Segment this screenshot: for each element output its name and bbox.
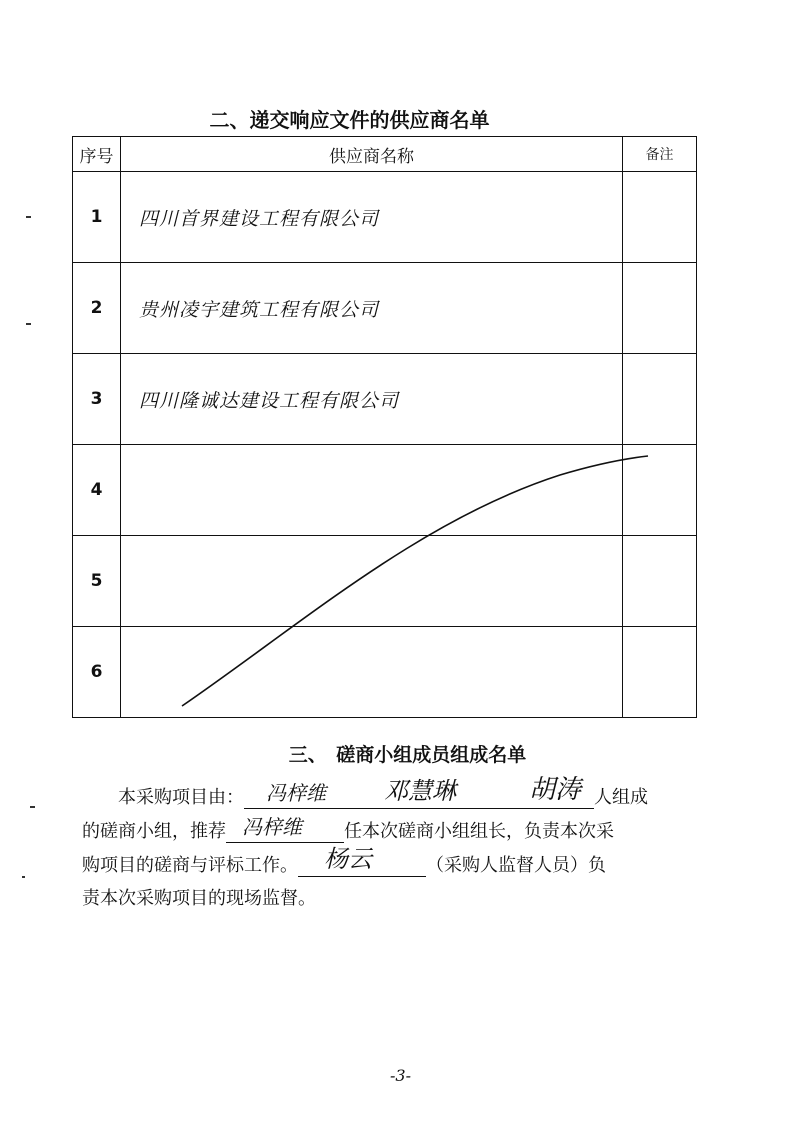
header-no: 序号 [73,137,121,172]
member-signature-1: 冯梓维 [266,781,326,805]
row-number: 5 [73,536,121,627]
row-remark [623,263,697,354]
scan-speck [26,216,31,218]
supplier-name: 四川首界建设工程有限公司 [121,172,623,263]
page-number: -3- [390,1066,411,1085]
row-number: 1 [73,172,121,263]
table-row [73,627,697,718]
line3-prefix: 购项目的磋商与评标工作。 [82,855,298,876]
members-blank [244,775,594,809]
paragraph-line-4: 责本次采购项目的现场监督。 [82,888,316,909]
supervisor-blank [298,845,426,877]
scan-speck [30,806,35,808]
row-remark [623,445,697,536]
row-number: 6 [73,627,121,718]
paragraph-line-1 [82,775,648,816]
line1-suffix: 人组成 [594,787,648,808]
table-row [73,445,697,536]
line2-suffix: 任本次磋商小组组长，负责本次采 [344,821,614,842]
leader-signature: 冯梓维 [242,815,302,839]
supplier-name [121,445,623,536]
supplier-name: 贵州凌宇建筑工程有限公司 [121,263,623,354]
row-number: 2 [73,263,121,354]
table-header-row [73,137,697,172]
header-remark: 备注 [623,137,697,172]
table-row [73,354,697,445]
row-number: 3 [73,354,121,445]
supplier-name [121,627,623,718]
scan-speck [22,876,25,878]
row-remark [623,536,697,627]
member-signature-2: 邓慧琳 [384,777,456,805]
section-2-title: 二、递交响应文件的供应商名单 [209,108,490,132]
table-row [73,536,697,627]
row-number: 4 [73,445,121,536]
paragraph-line-3 [82,845,606,884]
member-signature-3: 胡涛 [529,775,582,805]
supervisor-signature: 杨云 [324,845,372,873]
scan-speck [26,323,31,325]
supplier-name: 四川隆诚达建设工程有限公司 [121,354,623,445]
supplier-table [72,136,697,718]
line1-prefix: 本采购项目由： [118,787,244,808]
header-supplier-name: 供应商名称 [121,137,623,172]
table-row [73,172,697,263]
supplier-name [121,536,623,627]
line3-suffix: （采购人监督人员）负 [426,855,606,876]
line2-prefix: 的磋商小组，推荐 [82,821,226,842]
row-remark [623,627,697,718]
section-3-title: 三、 磋商小组成员组成名单 [288,744,527,766]
table-row [73,263,697,354]
row-remark [623,172,697,263]
row-remark [623,354,697,445]
